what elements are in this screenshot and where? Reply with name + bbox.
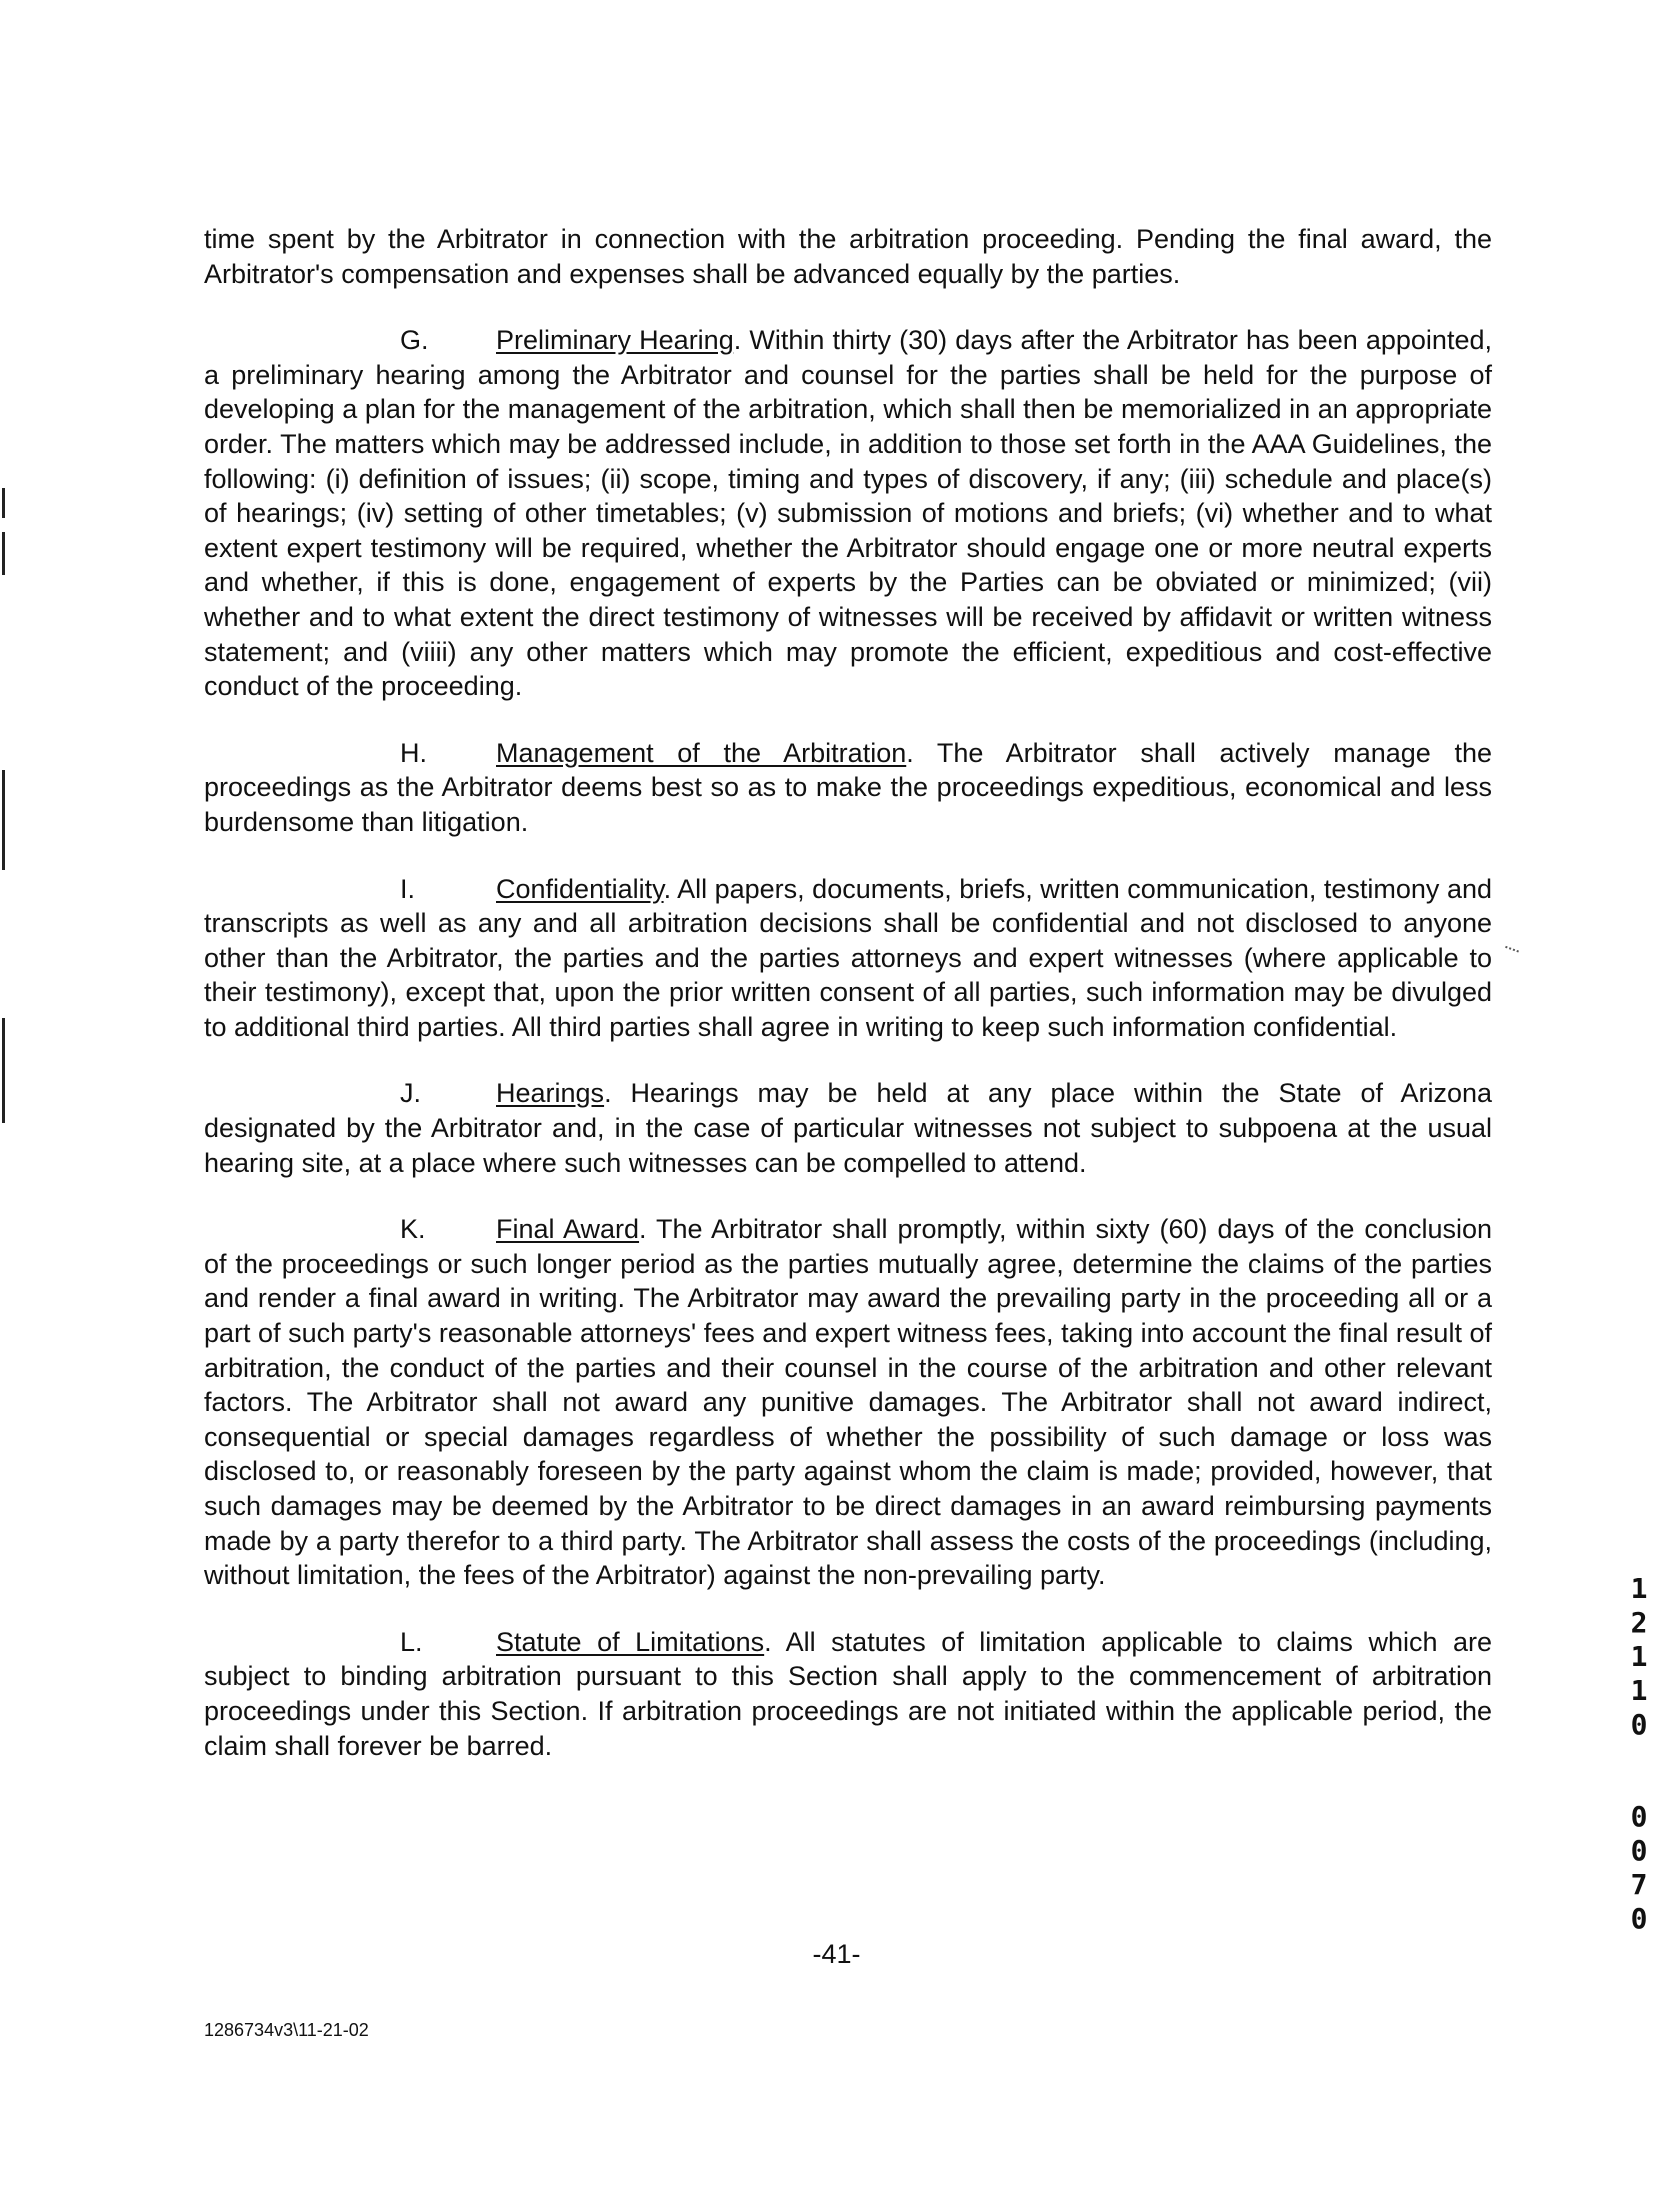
- document-id: 1286734v3\11-21-02: [204, 2020, 369, 2040]
- section-body: . The Arbitrator shall promptly, within sixty (60) days of the conclusion of the proceedings or such longer period as the parties mutually agree, determine the claims of the parties and render a final award in writing. The Arbitrator may award the prevailing party in the proceeding all or a part of such party's reasonable attorneys' fees and expert witness fees, taking into account the final result of arbitration, the conduct of the parties and their counsel in the course of the arbitration and other relevant factors. The Arbitrator shall not award any punitive damages. The Arbitrator shall not award indirect, consequential or special damages regardless of whether the possibility of such damage or loss was disclosed to, or reasonably foreseen by the party against whom the claim is made; provided, however, that such damages may be deemed by the Arbitrator to be direct damages in an award reimbursing payments made by a party therefor to a third party. The Arbitrator shall assess the costs of the proceedings (including, without limitation, the fees of the Arbitrator) against the non-prevailing party.: [204, 1214, 1492, 1591]
- section-heading: Hearings: [496, 1078, 605, 1109]
- section-body: . All papers, documents, briefs, written communication, testimony and transcripts as well as any and all arbitration decisions shall be confidential and not disclosed to anyone other than the Arbitrator, the parties and the parties attorneys and expert witnesses (where applicable to their testimony), except that, upon the prior written consent of all parties, such information may be divulged to additional third parties. All third parties shall agree in writing to keep such information confidential.: [204, 873, 1492, 1042]
- section-heading: Management of the Arbitration: [496, 737, 907, 768]
- bates-digit: 0: [1630, 1902, 1648, 1935]
- section-letter: G.: [400, 325, 429, 356]
- section-heading: Preliminary Hearing: [496, 325, 734, 356]
- section-letter: L.: [400, 1626, 423, 1657]
- margin-change-bar: [2, 532, 5, 558]
- document-body: [204, 222, 1492, 1763]
- bates-stamp-lower: [1622, 1800, 1656, 1936]
- section-heading: Statute of Limitations: [496, 1626, 765, 1657]
- section-letter: K.: [400, 1214, 426, 1245]
- bates-stamp-upper: [1622, 1572, 1656, 1742]
- page-number: -41-: [812, 1939, 861, 1969]
- margin-change-bar: [2, 488, 5, 518]
- margin-change-bar: [2, 770, 5, 870]
- section-body: . Hearings may be held at any place within the State of Arizona designated by the Arbitrator and, in the case of particular witnesses not subject to subpoena at the usual hearing site, at a place where such witnesses can be compelled to attend.: [204, 1078, 1492, 1178]
- section-body: . All statutes of limitation applicable to claims which are subject to binding arbitration pursuant to this Section shall apply to the commencement of arbitration proceedings under this Section. If arbitration proceedings are not initiated within the applicable period, the claim shall forever be barred.: [204, 1626, 1492, 1761]
- paragraph-intro: time spent by the Arbitrator in connection with the arbitration proceeding. Pending the final award, the Arbitrator's compensation and expenses shall be advanced equally by the parties.: [204, 224, 1492, 289]
- margin-change-bar: [2, 557, 5, 575]
- bates-digit: 0: [1630, 1834, 1648, 1867]
- paragraph-k: [204, 1212, 1492, 1593]
- bates-digit: 2: [1630, 1606, 1648, 1639]
- bates-digit: 1: [1630, 1572, 1648, 1605]
- margin-change-bar: [2, 1018, 5, 1123]
- section-letter: J.: [400, 1078, 422, 1109]
- paragraph-i: [204, 872, 1492, 1045]
- section-body: . Within thirty (30) days after the Arbitrator has been appointed, a preliminary hearing among the Arbitrator and counsel for the parties shall be held for the purpose of developing a plan for the management of the arbitration, which shall then be memorialized in an appropriate order. The matters which may be addressed include, in addition to those set forth in the AAA Guidelines, the following: (i) definition of issues; (ii) scope, timing and types of discovery, if any; (iii) schedule and place(s) of hearings; (iv) setting of other timetables; (v) submission of motions and briefs; (vi) whether and to what extent expert testimony will be required, whether the Arbitrator should engage one or more neutral experts and whether, if this is done, engagement of experts by the Parties can be obviated or minimized; (vii) whether and to what extent the direct testimony of witnesses will be received by affidavit or written witness statement; and (viiii) any other matters which may promote the efficient, expeditious and cost-effective conduct of the proceeding.: [204, 325, 1492, 702]
- paragraph-j: [204, 1076, 1492, 1180]
- section-letter: I.: [400, 873, 416, 904]
- bates-digit: 0: [1630, 1800, 1648, 1833]
- section-heading: Final Award: [496, 1214, 640, 1245]
- section-heading: Confidentiality: [496, 873, 664, 904]
- paragraph-g: [204, 323, 1492, 704]
- bates-digit: 1: [1630, 1674, 1648, 1707]
- bates-digit: 7: [1630, 1868, 1648, 1901]
- paragraph-h: [204, 736, 1492, 840]
- paragraph-l: [204, 1625, 1492, 1763]
- section-body: . The Arbitrator shall actively manage the proceedings as the Arbitrator deems best so as to make the proceedings expeditious, economical and less burdensome than litigation.: [204, 737, 1493, 837]
- bates-digit: 1: [1630, 1640, 1648, 1673]
- stray-scan-mark: [1503, 946, 1519, 958]
- section-letter: H.: [400, 737, 427, 768]
- bates-digit: 0: [1630, 1708, 1648, 1741]
